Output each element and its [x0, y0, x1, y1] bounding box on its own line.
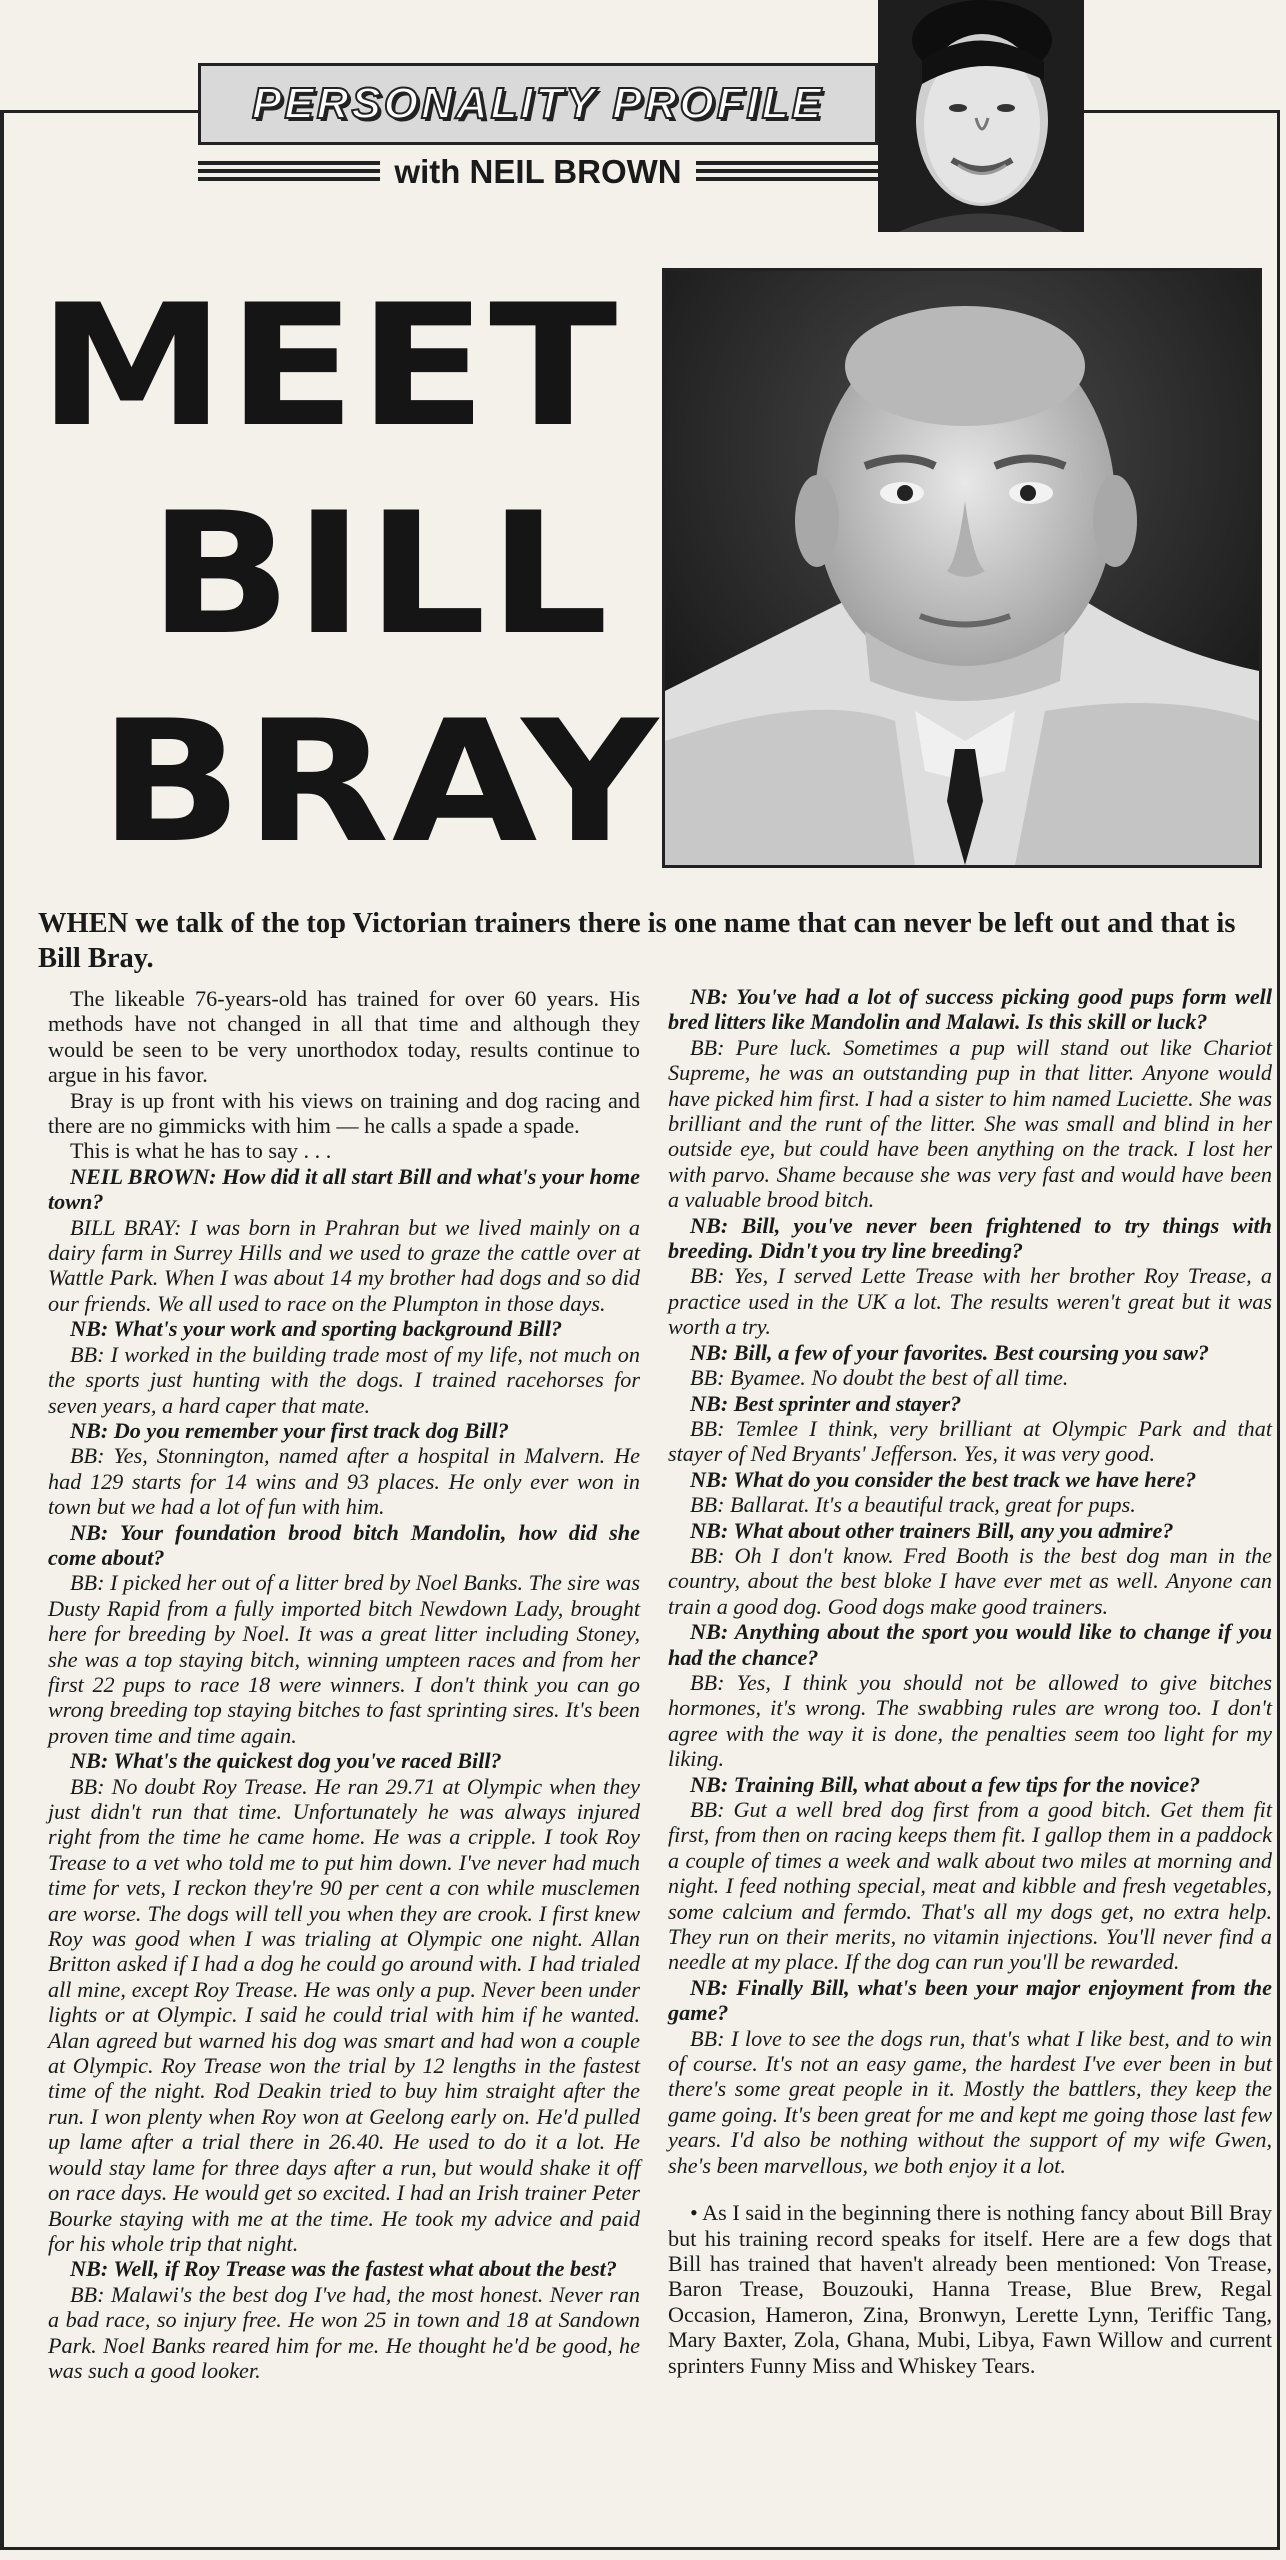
paragraph: The likeable 76-years-old has trained for over 60 years. His methods have not changed in all that time and although they would be seen to be very unorthodox today, results continue to argue in his favor. — [48, 986, 640, 1088]
closing-note: • As I said in the beginning there is nothing fancy about Bill Bray but his training record speaks for itself. Here are a few dogs that Bill has trained that haven't already been mentioned: Von Trease, Baron Trease, Bouzouki, Hanna Trease, Blue Brew, Regal Occasion, Hameron, Zina, Bronwyn, Lerette Lynn, Teriffic Tang, Mary Baxter, Zola, Ghana, Mubi, Libya, Fawn Willow and current sprinters Funny Miss and Whiskey Tears. — [668, 2200, 1272, 2378]
paragraph: Bray is up front with his views on training and dog racing and there are no gimmicks with him — he calls a spade a spade. — [48, 1087, 640, 1139]
interview-question: NB: What's your work and sporting background Bill? — [70, 1316, 563, 1342]
headline-line-3: BRAY — [99, 684, 661, 880]
paragraph: BB: Yes, Stonnington, named after a hospital in Malvern. He had 129 starts for 14 wins and 93 places. He only ever won in town but we had a lot of fun with him. — [48, 1443, 640, 1520]
byline-rule-left — [198, 161, 380, 183]
interview-question: NB: Anything about the sport you would like to change if you had the chance? — [668, 1619, 1272, 1670]
paragraph: BB: Byamee. No doubt the best of all time. — [690, 1365, 1069, 1391]
byline-rule-right — [696, 161, 878, 183]
interview-question: NB: What about other trainers Bill, any you admire? — [690, 1517, 1174, 1543]
interview-question: NB: Bill, you've never been frightened to try things with breeding. Didn't you try line breeding? — [668, 1212, 1272, 1264]
interview-question: NB: Well, if Roy Trease was the fastest what about the best? — [70, 2256, 617, 2282]
paragraph: BB: Malawi's the best dog I've had, the most honest. Never ran a bad race, so injury free. He won 25 in town and 18 at Sandown Park. Noel Banks reared him for me. He thought he'd be good, he was such a good looker. — [48, 2281, 640, 2383]
paragraph: BB: Pure luck. Sometimes a pup will stand out like Chariot Supreme, he was an outstanding pup in that litter. Anyone would have picked him first. I had a sister to him named Luciette. She was brilliant and the runt of the litter. She was small and blind in her outside eye, but could have been anything on the track. I lost her with parvo. Shame because she was very fast and would have been a valuable brood bitch. — [668, 1034, 1272, 1213]
paragraph: This is what he has to say . . . — [70, 1138, 332, 1164]
section-banner — [198, 63, 878, 145]
paragraph: BB: Temlee I think, very brilliant at Olympic Park and that stayer of Ned Bryants' Jefferson. Yes, it was very good. — [668, 1415, 1272, 1467]
interview-question: NB: You've had a lot of success picking good pups form well bred litters like Mandolin and Malawi. Is this skill or luck? — [668, 984, 1272, 1035]
paragraph: BB: No doubt Roy Trease. He ran 29.71 at Olympic when they just didn't run that time. Unfortunately he was always injured right from the time he came home. He was a cripple. I took Roy Trease to a vet who told me to put him down. I've never had much time for vets, I reckon they're 90 per cent a con while musclemen are worse. The dogs will tell you when they are crook. I first knew Roy was good when I was trialing at Olympic one night. Allan Britton asked if I had a dog he could go around with. I had trialed all mine, except Roy Trease. He was only a pup. Never been under lights or at Olympic. I said he could trial with him if he wanted. Alan agreed but warned his dog was smart and had won a couple at Olympic. Roy Trease won the trial by 12 lengths in the fastest time of the night. Rod Deakin tried to buy him straight after the run. I won plenty when Roy won at Geelong early on. He'd pulled up lame after a trial there in 26.40. He used to do it a lot. He would stay lame for three days after a run, but would shake it off on race days. He would get so excited. I had an Irish trainer Peter Bourke staying with me at the time. He took my advice and paid for his whole trip that night. — [48, 1773, 640, 2256]
author-photo — [878, 0, 1084, 232]
interview-question: NB: What do you consider the best track we have here? — [690, 1466, 1197, 1492]
interview-question: NB: What's the quickest dog you've raced Bill? — [70, 1748, 502, 1774]
interview-question: NB: Best sprinter and stayer? — [690, 1390, 962, 1416]
right-column — [668, 984, 1272, 2378]
paragraph: BB: I picked her out of a litter bred by Noel Banks. The sire was Dusty Rapid from a fully imported bitch Newdown Lady, brought here for breeding by Noel. It was a great litter including Stoney, she was a top staying bitch, winning umpteen races and from her first 22 pups to race 18 were winners. I don't think you can go wrong breeding top staying bitches to fast sprinting sires. It's been proven time and time again. — [48, 1570, 640, 1748]
paragraph: BB: I love to see the dogs run, that's what I like best, and to win of course. It's not an easy game, the hardest I've ever been in but there's some great people in it. Mostly the battlers, they keep the game going. It's been great for me and kept me going those last few years. I'd also be nothing without the support of my wife Gwen, she's been marvellous, we both enjoy it a lot. — [668, 2025, 1272, 2178]
headline — [38, 262, 721, 886]
headline-line-1: MEET — [38, 268, 620, 464]
headline-line-2: BILL — [148, 476, 611, 672]
interview-question: NB: Training Bill, what about a few tips for the novice? — [690, 1771, 1201, 1797]
left-column — [48, 986, 640, 2383]
byline: with NEIL BROWN — [394, 153, 682, 190]
paragraph: BILL BRAY: I was born in Prahran but we lived mainly on a dairy farm in Surrey Hills and we used to graze the cattle over at Wattle Park. When I was about 14 my brother had dogs and so did our friends. We all used to race on the Plumpton in those days. — [48, 1214, 640, 1316]
interview-question: NB: Bill, a few of your favorites. Best coursing you saw? — [690, 1339, 1209, 1365]
article-lede: WHEN we talk of the top Victorian trainers there is one name that can never be left out and that is Bill Bray. — [38, 908, 1236, 974]
paragraph: BB: I worked in the building trade most of my life, not much on the sports just hunting with the dogs. I trained racehorses for seven years, a hard caper that mate. — [48, 1341, 640, 1418]
portrait-photo — [662, 268, 1262, 868]
paragraph: BB: Yes, I think you should not be allowed to give bitches hormones, it's wrong. The swabbing rules are wrong too. I don't agree with the way it is done, the penalties seem too light for my liking. — [668, 1669, 1272, 1772]
section-label: PERSONALITY PROFILE — [251, 79, 825, 128]
interview-question: NB: Your foundation brood bitch Mandolin, how did she come about? — [48, 1519, 640, 1570]
interview-question: NEIL BROWN: How did it all start Bill and what's your home town? — [48, 1163, 640, 1215]
paragraph: BB: Ballarat. It's a beautiful track, great for pups. — [690, 1492, 1136, 1518]
byline-row — [198, 150, 878, 194]
paragraph: BB: Yes, I served Lette Trease with her brother Roy Trease, a practice used in the UK a lot. The results weren't great but it was worth a try. — [668, 1263, 1272, 1340]
interview-question: NB: Do you remember your first track dog Bill? — [70, 1417, 509, 1443]
paragraph: BB: Oh I don't know. Fred Booth is the best dog man in the country, about the best bloke I have ever met as well. Anyone can train a good dog. Good dogs make good trainers. — [668, 1542, 1272, 1619]
paragraph: BB: Gut a well bred dog first from a good bitch. Get them fit first, from then on racing keeps them fit. I gallop them in a paddock a couple of times a week and walk about two miles at morning and night. I feed nothing special, meat and kibble and fresh vegetables, some calcium and fermdo. That's all my dogs get, no extra help. They run on their merits, no vitamin injections. You'll never find a needle at my place. If the dog can run you'll be rewarded. — [668, 1797, 1272, 1975]
frame-left-rule — [0, 112, 4, 2548]
interview-question: NB: Finally Bill, what's been your major enjoyment from the game? — [668, 1974, 1272, 2026]
